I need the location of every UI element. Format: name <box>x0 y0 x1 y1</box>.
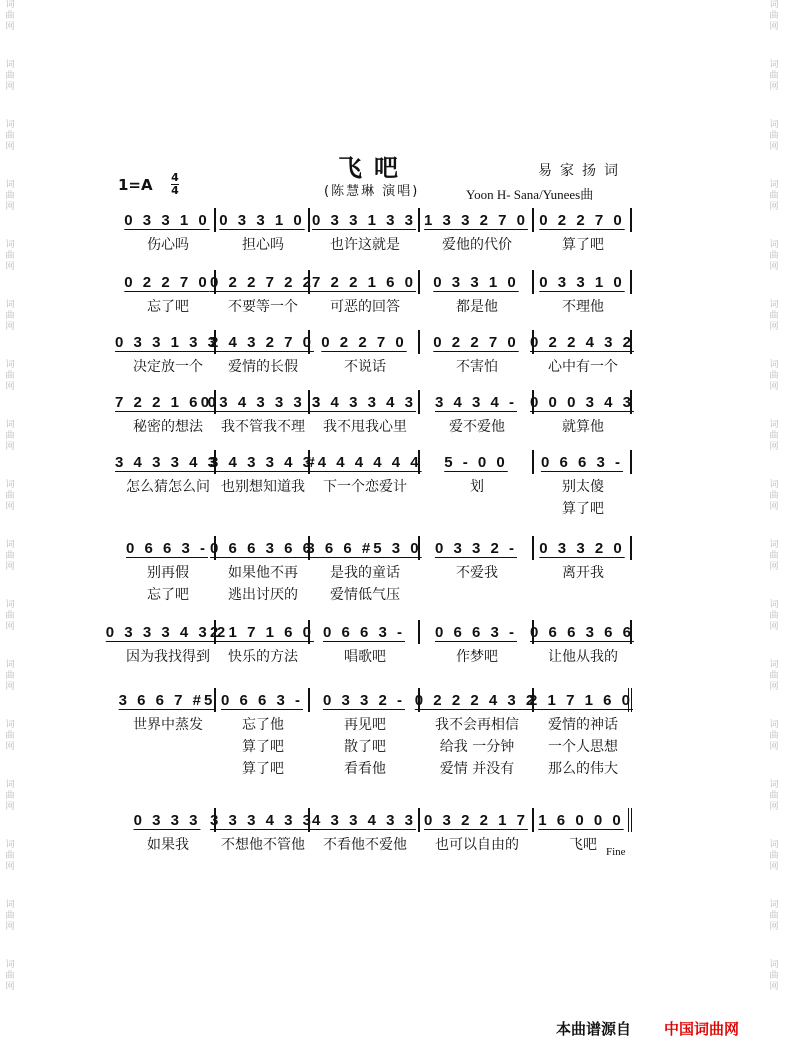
measure: 0 6 6 3 - <box>310 620 420 644</box>
score-system-3 <box>115 330 634 354</box>
measure: #4 4 4 4 4 4 <box>310 450 420 474</box>
lyric-text: 让他从我的 <box>548 649 618 665</box>
lyric-text: 作梦吧 <box>456 649 498 665</box>
measure: 0 6 6 3 6 6 <box>534 620 632 644</box>
lyric-text: 算了吧 <box>562 501 604 517</box>
lyric-text: 划 <box>470 479 484 495</box>
lyric-text: 我不会再相信 <box>435 717 519 733</box>
watermark-left <box>2 0 18 1020</box>
lyric-text: 也别想知道我 <box>221 479 305 495</box>
measure: 0 3 2 2 1 7 <box>420 808 534 832</box>
measure: 0 2 2 7 2 2 <box>216 270 310 294</box>
watermark-text: 词 曲 网 <box>5 180 15 212</box>
measure: 2 4 3 2 7 0 <box>216 330 310 354</box>
measure: 0 2 2 4 3 2 <box>534 330 632 354</box>
score-system-5 <box>115 450 632 474</box>
measure: 5 - 0 0 <box>420 450 534 474</box>
lyric-line <box>120 234 632 252</box>
lyric-text: 不害怕 <box>456 359 498 375</box>
measure: 2 1 7 1 6 0 <box>534 688 632 712</box>
watermark-text: 词 曲 网 <box>5 720 15 752</box>
lyric-line <box>120 834 632 852</box>
score-system-7 <box>105 620 634 644</box>
measure: 3 4 3 4 - <box>420 390 534 414</box>
lyric-text: 不爱我 <box>456 565 498 581</box>
measure: 0 3 3 1 0 <box>120 208 216 232</box>
lyric-text <box>120 758 216 776</box>
watermark-text: 词 曲 网 <box>769 360 779 392</box>
measure: 0 6 6 3 - <box>420 620 534 644</box>
lyric-line <box>120 736 632 754</box>
lyric-text: 再见吧 <box>344 717 386 733</box>
lyric-line <box>120 476 632 494</box>
lyric-text: 因为我找得到 <box>126 649 210 665</box>
lyric-text: 都是他 <box>456 299 498 315</box>
lyric-text: 也许这就是 <box>330 237 400 253</box>
lyric-line <box>120 758 632 776</box>
measure: 2 1 7 1 6 0 <box>216 620 310 644</box>
measure: 0 3 3 2 0 <box>534 536 632 560</box>
measure: 0 2 2 7 0 <box>420 330 534 354</box>
measure: 0 6 6 3 6 6 <box>216 536 310 560</box>
lyric-text: 别再假 <box>147 565 189 581</box>
lyric-line <box>120 498 632 516</box>
watermark-right <box>766 0 782 1020</box>
measure: 0 2 2 2 4 3 2 <box>420 688 534 712</box>
watermark-text: 词 曲 网 <box>769 720 779 752</box>
lyric-text: 怎么猜怎么问 <box>126 479 210 495</box>
lyric-text: 担心吗 <box>242 237 284 253</box>
score-system-4 <box>115 390 634 414</box>
score-system-1 <box>120 208 632 232</box>
watermark-text: 词 曲 网 <box>769 180 779 212</box>
composer-credit: Yoon H- Sana/Yunees曲 <box>466 187 594 202</box>
lyric-text: 算了吧 <box>242 761 284 777</box>
lyric-text: 就算他 <box>562 419 604 435</box>
footer-site-link[interactable]: 中国词曲网 <box>664 1020 740 1038</box>
lyric-text: 算了吧 <box>242 739 284 755</box>
lyric-text: 看看他 <box>344 761 386 777</box>
watermark-text: 词 曲 网 <box>5 540 15 572</box>
lyric-text <box>420 498 534 516</box>
lyric-text: 秘密的想法 <box>133 419 203 435</box>
lyric-text: 忘了他 <box>242 717 284 733</box>
measure: 0 6 6 3 - <box>120 536 216 560</box>
lyric-text: 如果他不再 <box>228 565 298 581</box>
lyric-text <box>120 736 216 754</box>
watermark-text: 词 曲 网 <box>769 540 779 572</box>
lyric-text <box>534 584 632 602</box>
lyric-text: 不说话 <box>344 359 386 375</box>
lyric-line <box>120 584 632 602</box>
measure: 7 2 2 1 6 0 <box>120 390 216 414</box>
measure: 0 3 3 2 - <box>420 536 534 560</box>
measure: 0 3 3 2 - <box>310 688 420 712</box>
watermark-text: 词 曲 网 <box>769 300 779 332</box>
lyric-text: 离开我 <box>562 565 604 581</box>
lyric-text: 快乐的方法 <box>228 649 298 665</box>
measure: 0 3 3 1 0 <box>216 208 310 232</box>
measure: 3 3 3 4 3 3 <box>216 808 310 832</box>
watermark-text: 词 曲 网 <box>769 0 779 32</box>
lyric-text: 心中有一个 <box>548 359 618 375</box>
measure: 4 3 3 4 3 3 <box>310 808 420 832</box>
key-signature: 1=A <box>118 176 153 194</box>
fine-mark: Fine <box>606 846 626 858</box>
watermark-text: 词 曲 网 <box>5 780 15 812</box>
watermark-text: 词 曲 网 <box>769 480 779 512</box>
lyric-text: 爱情低气压 <box>330 587 400 603</box>
lyric-text: 伤心吗 <box>147 237 189 253</box>
lyric-text: 给我 一分钟 <box>439 739 515 755</box>
watermark-text: 词 曲 网 <box>769 960 779 992</box>
lyric-text: 不理他 <box>562 299 604 315</box>
lyric-text: 逃出讨厌的 <box>228 587 298 603</box>
lyric-line <box>120 562 632 580</box>
watermark-text: 词 曲 网 <box>769 780 779 812</box>
score-system-8 <box>120 688 632 712</box>
lyric-line <box>120 296 632 314</box>
lyric-text: 爱他的代价 <box>442 237 512 253</box>
watermark-text: 词 曲 网 <box>769 660 779 692</box>
watermark-text: 词 曲 网 <box>769 900 779 932</box>
score-system-2 <box>120 270 632 294</box>
watermark-text: 词 曲 网 <box>769 600 779 632</box>
measure: 0 2 2 7 0 <box>534 208 632 232</box>
watermark-text: 词 曲 网 <box>769 120 779 152</box>
watermark-text: 词 曲 网 <box>5 0 15 32</box>
watermark-text: 词 曲 网 <box>5 660 15 692</box>
lyric-text: 世界中蒸发 <box>133 717 203 733</box>
measure: 0 3 3 3 <box>120 808 216 832</box>
measure: 0 0 0 3 4 3 <box>534 390 632 414</box>
lyric-text: 不要等一个 <box>228 299 298 315</box>
lyric-line <box>120 416 632 434</box>
lyric-line <box>120 356 632 374</box>
time-signature <box>170 172 180 197</box>
watermark-text: 词 曲 网 <box>5 420 15 452</box>
lyric-text: 算了吧 <box>562 237 604 253</box>
time-signature-bottom: 4 <box>171 184 179 197</box>
lyric-text: 也可以自由的 <box>435 837 519 853</box>
lyric-text: 唱歌吧 <box>344 649 386 665</box>
measure: 0 3 3 1 0 <box>534 270 632 294</box>
lyric-text <box>420 584 534 602</box>
measure: 7 2 2 1 6 0 <box>310 270 420 294</box>
lyric-line <box>120 714 632 732</box>
lyric-text: 可恶的回答 <box>330 299 400 315</box>
lyric-text: 别太傻 <box>562 479 604 495</box>
lyric-text: 那么的伟大 <box>548 761 618 777</box>
lyric-text: 下一个恋爱计 <box>323 479 407 495</box>
footer-source: 本曲谱源自 <box>556 1020 632 1038</box>
lyric-text: 忘了吧 <box>147 587 189 603</box>
measure: 0 3 3 3 4 3 2 <box>120 620 216 644</box>
watermark-text: 词 曲 网 <box>769 420 779 452</box>
lyric-text: 爱情 并没有 <box>439 761 515 777</box>
lyric-text: 爱不爱他 <box>449 419 505 435</box>
lyric-text <box>216 498 310 516</box>
lyricist-credit: 易家扬词 <box>538 163 626 179</box>
lyric-text: 忘了吧 <box>147 299 189 315</box>
lyric-text: 我不甩我心里 <box>323 419 407 435</box>
watermark-text: 词 曲 网 <box>5 60 15 92</box>
measure: 0 6 6 3 - <box>534 450 632 474</box>
lyric-text: 飞吧 <box>569 837 597 853</box>
watermark-text: 词 曲 网 <box>5 240 15 272</box>
watermark-text: 词 曲 网 <box>5 600 15 632</box>
watermark-text: 词 曲 网 <box>5 900 15 932</box>
lyric-line <box>120 646 632 664</box>
watermark-text: 词 曲 网 <box>769 840 779 872</box>
measure: 3 4 3 3 4 3 <box>310 390 420 414</box>
singer-credit: (陈慧琳 演唱) <box>324 184 420 199</box>
song-title: 飞吧 <box>338 153 410 182</box>
lyric-text: 不看他不爱他 <box>323 837 407 853</box>
measure: 0 2 2 7 0 <box>120 270 216 294</box>
measure: 0 3 3 1 0 <box>420 270 534 294</box>
lyric-text: 爱情的长假 <box>228 359 298 375</box>
watermark-text: 词 曲 网 <box>769 60 779 92</box>
lyric-text: 我不管我不理 <box>221 419 305 435</box>
measure: 3 4 3 3 4 3 <box>120 450 216 474</box>
lyric-text: 散了吧 <box>344 739 386 755</box>
lyric-text: 一个人思想 <box>548 739 618 755</box>
watermark-text: 词 曲 网 <box>5 840 15 872</box>
measure: 0 3 4 3 3 3 3 <box>216 390 310 414</box>
measure: 0 3 3 1 3 3 <box>310 208 420 232</box>
measure: 3 6 6 7 #5 <box>120 688 216 712</box>
lyric-text: 爱情的神话 <box>548 717 618 733</box>
lyric-text: 是我的童话 <box>330 565 400 581</box>
watermark-text: 词 曲 网 <box>5 480 15 512</box>
score-system-9 <box>120 808 632 832</box>
watermark-text: 词 曲 网 <box>5 360 15 392</box>
measure: 1 6 0 0 0 <box>534 808 632 832</box>
time-signature-top: 4 <box>171 171 179 184</box>
score-system-6 <box>120 536 632 560</box>
lyric-text: 决定放一个 <box>133 359 203 375</box>
lyric-text <box>310 498 420 516</box>
measure: 0 2 2 7 0 <box>310 330 420 354</box>
watermark-text: 词 曲 网 <box>5 960 15 992</box>
watermark-text: 词 曲 网 <box>769 240 779 272</box>
measure: 3 4 3 3 4 3 <box>216 450 310 474</box>
measure: 0 3 3 1 3 3 <box>120 330 216 354</box>
watermark-text: 词 曲 网 <box>5 120 15 152</box>
measure: 0 6 6 3 - <box>216 688 310 712</box>
watermark-text: 词 曲 网 <box>5 300 15 332</box>
measure: 1 3 3 2 7 0 <box>420 208 534 232</box>
measure: 3 6 6 #5 3 0 <box>310 536 420 560</box>
lyric-text: 如果我 <box>147 837 189 853</box>
lyric-text <box>120 498 216 516</box>
lyric-text: 不想他不管他 <box>221 837 305 853</box>
